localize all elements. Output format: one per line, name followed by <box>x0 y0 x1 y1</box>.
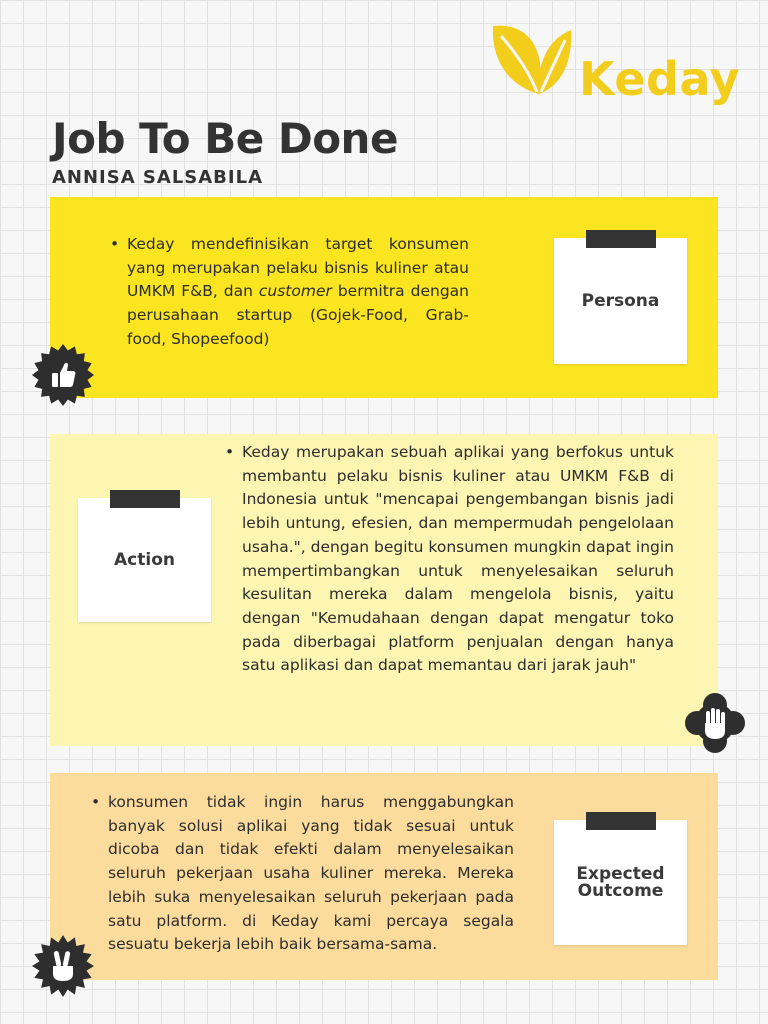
brand-name: Keday <box>579 52 741 106</box>
keday-logo <box>487 20 757 104</box>
tape-strip <box>586 812 656 830</box>
expected-outcome-card <box>50 773 718 980</box>
thumbs-up-icon <box>31 343 95 407</box>
raised-hand-icon <box>683 691 747 755</box>
action-label: Action <box>114 549 175 570</box>
persona-text-before: Keday mendefinisikan target konsumen yang merupakan pelaku bisnis kuliner atau UMKM F&B, dan <box>127 235 469 301</box>
persona-card <box>50 197 718 398</box>
peace-hand-icon <box>31 934 95 998</box>
persona-text-italic: customer <box>258 282 332 301</box>
persona-note <box>554 238 687 364</box>
persona-label: Persona <box>581 290 660 311</box>
author-name: ANNISA SALSABILA <box>52 167 263 188</box>
persona-description <box>127 233 469 352</box>
expected-outcome-label-line1: Expected <box>576 863 665 884</box>
action-note <box>78 498 211 622</box>
action-card <box>50 434 718 746</box>
leaf-logo-icon <box>487 20 577 104</box>
expected-outcome-label-line2: Outcome <box>577 880 664 901</box>
tape-strip <box>110 490 180 508</box>
expected-outcome-label <box>576 863 665 901</box>
tape-strip <box>586 230 656 248</box>
action-description: • Keday merupakan sebuah aplikai yang berfokus untuk membantu pelaku bisnis kuliner atau UMKM F&B di Indonesia untuk "mencapai pengembangan bisnis jadi lebih untung, efesien, dan mempermudah pengelolaan usaha.", dengan begitu konsumen mungkin dapat ingin mempertimbangkan untuk menyelesaikan seluruh kesulitan mereka dalam mengelola bisnis, yaitu dengan "Kemudahaan dengan dapat mengatur toko pada diberbagai platform penjualan dengan hanya satu aplikasi dan dapat memantau dari jarak jauh" <box>242 441 674 678</box>
expected-outcome-description: • konsumen tidak ingin harus menggabungkan banyak solusi aplikai yang tidak sesuai untuk dicoba dan tidak efekti dalam menyelesaikan seluruh pekerjaan usaha kuliner mereka. Mereka lebih suka menyelesaikan seluruh pekerjaan pada satu platform. di Keday kami percaya segala sesuatu bekerja lebih baik bersama-sama. <box>108 791 514 957</box>
expected-outcome-note <box>554 820 687 945</box>
page-title: Job To Be Done <box>52 114 398 163</box>
persona-text-after: bermitra dengan perusahaan startup (Gojek-Food, Grab-food, Shopeefood) <box>127 282 469 348</box>
